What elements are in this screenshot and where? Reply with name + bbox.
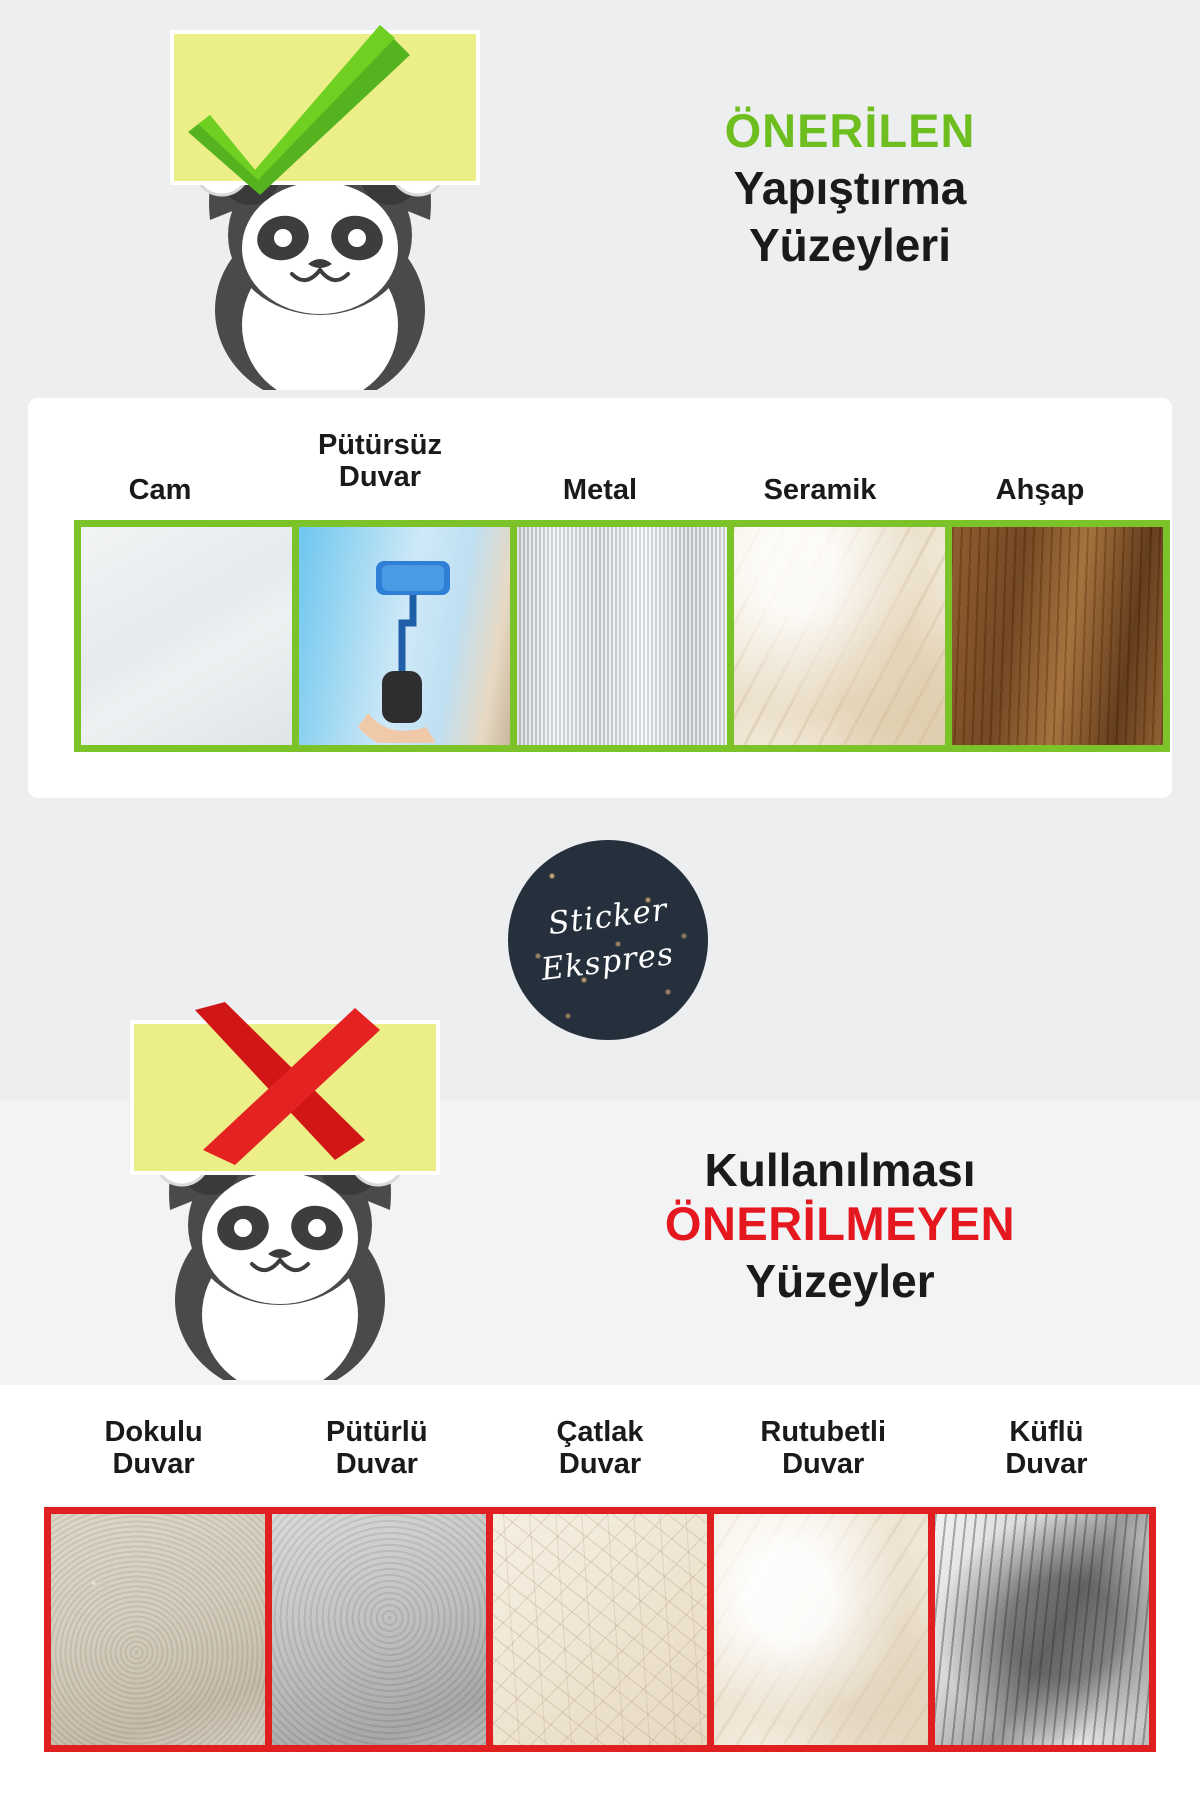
- surface-label-ahsap: [930, 416, 1150, 508]
- cracked-wall-swatch: [493, 1514, 714, 1745]
- cross-mark-icon: [165, 1000, 385, 1180]
- surface-label-dokulu-duvar: [42, 1399, 265, 1499]
- textured-wall-swatch: [51, 1514, 272, 1745]
- surface-label-cam: [50, 416, 270, 508]
- not-recommended-title-line1: Kullanılması: [704, 1144, 976, 1196]
- label-line-1: Ahşap: [995, 473, 1085, 506]
- surface-label-metal: [490, 416, 710, 508]
- label-line-1: Metal: [562, 473, 638, 506]
- label-line-1: Dokulu: [104, 1415, 203, 1448]
- surface-label-catlak-duvar: [488, 1399, 711, 1499]
- paint-roller-icon: [358, 553, 488, 743]
- logo-line-1: Sticker: [546, 891, 670, 943]
- recommended-surfaces-card: [28, 398, 1172, 798]
- not-recommended-surfaces-card: [0, 1385, 1200, 1800]
- label-line-1: Pütürlü: [326, 1415, 428, 1448]
- surface-label-rutubetli-duvar: [712, 1399, 935, 1499]
- label-line-2: Duvar: [338, 461, 422, 493]
- label-line-1: Küflü: [1009, 1415, 1084, 1448]
- panda-mascot-reject: [110, 980, 450, 1380]
- label-line-1: Cam: [128, 473, 192, 506]
- surface-label-seramik: [710, 416, 930, 508]
- damp-wall-swatch: [714, 1514, 935, 1745]
- label-line-2: Duvar: [112, 1448, 195, 1480]
- recommended-title: [540, 105, 1160, 271]
- label-line-2: Duvar: [1005, 1448, 1088, 1480]
- rough-wall-swatch: [272, 1514, 493, 1745]
- mold-wall-swatch: [935, 1514, 1149, 1745]
- not-recommended-swatch-strip: [44, 1507, 1156, 1752]
- label-line-1: Çatlak: [556, 1415, 644, 1448]
- label-line-2: Duvar: [782, 1448, 865, 1480]
- surface-label-kuflu-duvar: [935, 1399, 1158, 1499]
- not-recommended-title: [520, 1140, 1160, 1308]
- recommended-swatch-strip: [74, 520, 1170, 752]
- label-line-1: Rutubetli: [760, 1415, 887, 1448]
- recommended-title-highlight: ÖNERİLEN: [724, 104, 976, 157]
- recommended-title-line3: Yüzeyleri: [749, 218, 951, 271]
- check-mark-icon: [180, 20, 440, 200]
- not-recommended-labels-row: [42, 1399, 1158, 1499]
- label-line-2: Duvar: [335, 1448, 418, 1480]
- metal-swatch: [517, 527, 735, 745]
- panda-mascot-approve: [150, 20, 490, 380]
- label-line-1: Pütürsüz: [317, 428, 443, 461]
- surface-label-puturlu-duvar: [265, 1399, 488, 1499]
- recommended-labels-row: [50, 416, 1150, 508]
- surface-label-putursuz-duvar: [270, 416, 490, 508]
- glass-swatch: [81, 527, 299, 745]
- smooth-wall-swatch: [299, 527, 517, 745]
- not-recommended-title-line3: Yüzeyler: [745, 1255, 935, 1308]
- label-line-1: Seramik: [763, 473, 877, 506]
- wood-swatch: [952, 527, 1163, 745]
- logo-line-2: Ekspres: [539, 936, 677, 988]
- recommended-title-line2: Yapıştırma: [733, 161, 967, 214]
- ceramic-swatch: [734, 527, 952, 745]
- recommended-hero: [0, 0, 1200, 390]
- label-line-2: Duvar: [558, 1448, 642, 1480]
- not-recommended-title-highlight: ÖNERİLMEYEN: [664, 1196, 1016, 1250]
- sticker-ekspres-logo: [508, 840, 708, 1040]
